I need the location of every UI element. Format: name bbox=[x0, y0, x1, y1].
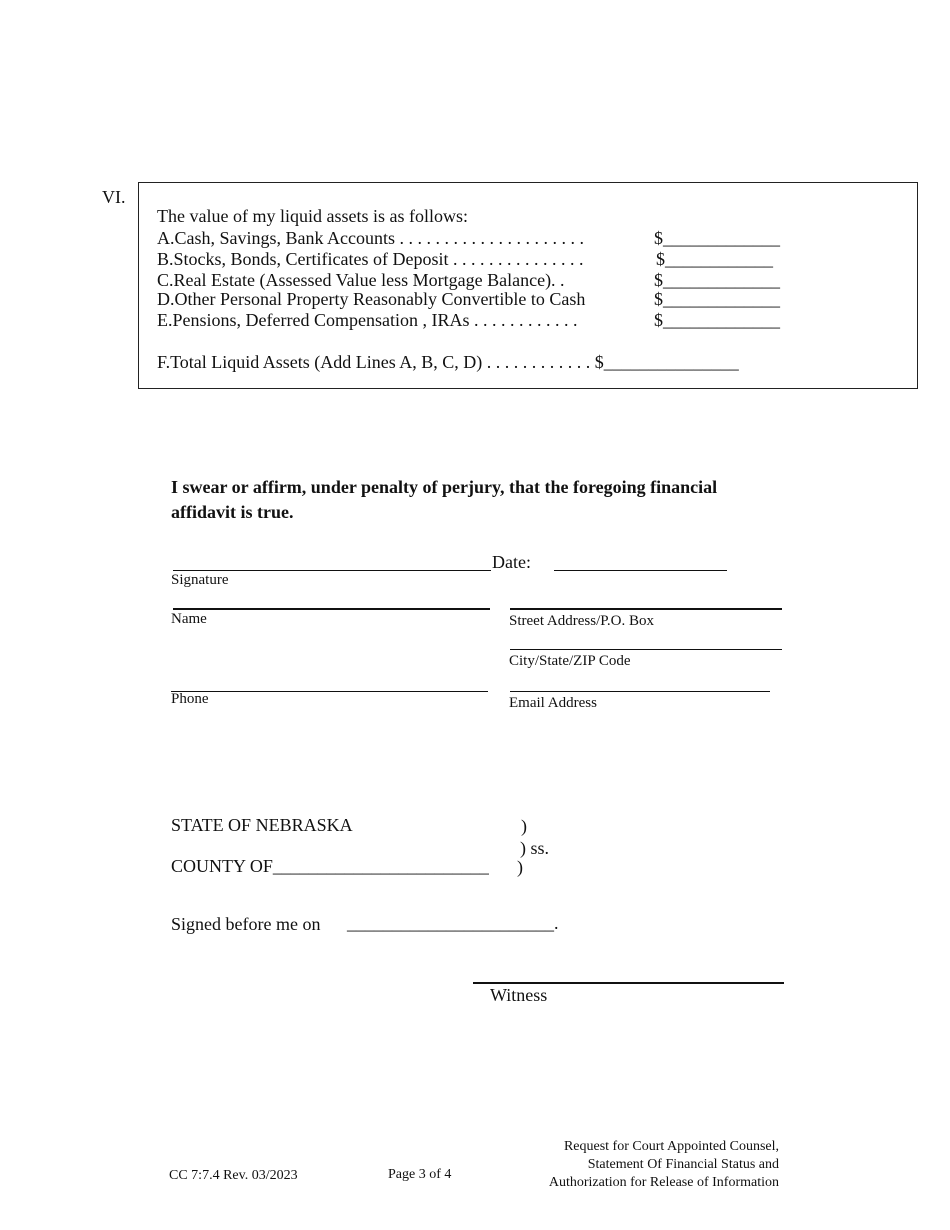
form-code: CC 7:7.4 Rev. 03/2023 bbox=[169, 1168, 298, 1183]
footer-title-1: Request for Court Appointed Counsel, bbox=[563, 1139, 779, 1154]
signature-caption: Signature bbox=[171, 572, 229, 588]
affirmation-line-1: I swear or affirm, under penalty of perjury, that the foregoing financial bbox=[171, 477, 718, 497]
date-label: Date: bbox=[492, 552, 531, 572]
asset-line-e-amount[interactable]: $_____________ bbox=[654, 310, 780, 330]
footer-title-3: Authorization for Release of Information bbox=[548, 1175, 779, 1190]
name-caption: Name bbox=[171, 611, 207, 627]
county-field[interactable]: COUNTY OF________________________ bbox=[171, 856, 489, 876]
email-line[interactable] bbox=[510, 691, 770, 692]
affirmation-line-2: affidavit is true. bbox=[171, 502, 294, 522]
signature-line[interactable] bbox=[173, 570, 491, 571]
witness-caption: Witness bbox=[490, 985, 548, 1005]
phone-line[interactable] bbox=[171, 691, 488, 692]
asset-line-b-label: B.Stocks, Bonds, Certificates of Deposit . . . . . . . . . . . . . . . bbox=[157, 249, 584, 269]
city-caption: City/State/ZIP Code bbox=[509, 653, 631, 669]
phone-caption: Phone bbox=[171, 691, 209, 707]
asset-line-d-amount[interactable]: $_____________ bbox=[654, 289, 780, 309]
venue-ss: ) ss. bbox=[520, 838, 550, 858]
asset-line-e-label: E.Pensions, Deferred Compensation , IRAs . . . . . . . . . . . . bbox=[157, 310, 578, 330]
asset-line-d-label: D.Other Personal Property Reasonably Convertible to Cash bbox=[157, 289, 586, 309]
street-caption: Street Address/P.O. Box bbox=[509, 613, 655, 629]
section-number: VI. bbox=[102, 187, 126, 207]
asset-line-a-label: A.Cash, Savings, Bank Accounts . . . . . . . . . . . . . . . . . . . . . bbox=[157, 228, 584, 248]
liquid-assets-intro: The value of my liquid assets is as follows: bbox=[157, 206, 468, 226]
street-line[interactable] bbox=[510, 608, 782, 610]
venue-paren-1: ) bbox=[521, 816, 527, 836]
page-number: Page 3 of 4 bbox=[388, 1167, 452, 1182]
city-line[interactable] bbox=[510, 649, 782, 650]
signed-before-label: Signed before me on bbox=[171, 914, 321, 934]
footer-title-2: Statement Of Financial Status and bbox=[587, 1157, 779, 1172]
total-liquid-assets[interactable]: F.Total Liquid Assets (Add Lines A, B, C, D) . . . . . . . . . . . . $_______________ bbox=[157, 352, 739, 372]
witness-line[interactable] bbox=[473, 982, 784, 984]
state-label: STATE OF NEBRASKA bbox=[171, 815, 353, 835]
venue-paren-3: ) bbox=[517, 857, 523, 877]
name-line[interactable] bbox=[173, 608, 490, 610]
date-line[interactable] bbox=[554, 570, 727, 571]
email-caption: Email Address bbox=[509, 695, 597, 711]
signed-date-field[interactable]: _______________________. bbox=[347, 913, 559, 933]
asset-line-b-amount[interactable]: $____________ bbox=[656, 249, 773, 269]
asset-line-a-amount[interactable]: $_____________ bbox=[654, 228, 780, 248]
asset-line-c-amount[interactable]: $_____________ bbox=[654, 270, 780, 290]
asset-line-c-label: C.Real Estate (Assessed Value less Mortgage Balance). . bbox=[157, 270, 565, 290]
